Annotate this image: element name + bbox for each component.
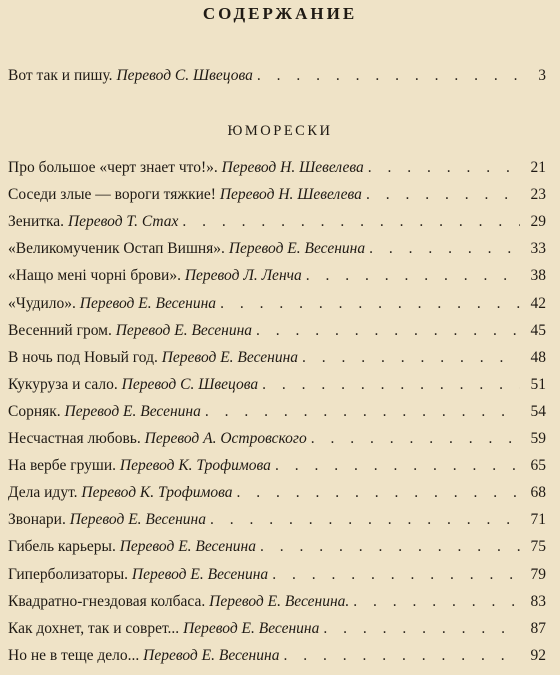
dot-leader	[257, 65, 520, 87]
dot-leader	[368, 157, 520, 179]
toc-entry	[8, 211, 546, 233]
page-number: 83	[530, 593, 546, 610]
toc-entry	[8, 536, 546, 558]
dot-leader	[311, 428, 520, 450]
entry-translator: Перевод Е. Весенина.	[209, 593, 350, 610]
entry-translator: Перевод Е. Весенина	[143, 647, 280, 664]
entry-translator: Перевод Н. Шевелева	[219, 186, 362, 203]
entry-title: Как дохнет, так и соврет...	[8, 620, 180, 637]
page-number: 29	[530, 213, 546, 230]
entry-title: Вот так и пишу.	[8, 67, 113, 84]
entry-title: В ночь под Новый год.	[8, 349, 158, 366]
toc-title: СОДЕРЖАНИЕ	[202, 4, 358, 23]
dot-leader	[302, 347, 520, 369]
entry-translator: Перевод Е. Весенина	[161, 349, 299, 366]
entry-title: Но не в теще дело...	[8, 647, 140, 664]
page-number: 3	[538, 67, 546, 84]
entry-translator: Перевод С. Швецова	[121, 376, 259, 393]
dot-leader	[306, 265, 520, 287]
entry-translator: Перевод С. Швецова	[116, 67, 253, 84]
page-number: 42	[530, 295, 546, 312]
toc-entry	[8, 238, 546, 260]
entry-translator: Перевод Е. Весенина	[69, 511, 206, 528]
toc-entry	[8, 347, 546, 369]
entry-translator: Перевод Л. Ленча	[184, 267, 302, 284]
toc-entry	[8, 645, 546, 667]
page-number: 38	[530, 267, 546, 284]
page-number: 23	[530, 186, 546, 203]
page-number: 68	[530, 484, 546, 501]
toc-entry-intro	[8, 65, 546, 87]
dot-leader	[369, 238, 520, 260]
entry-title: «Чудило».	[8, 295, 76, 312]
toc-entry	[8, 320, 546, 342]
entry-translator: Перевод Е. Весенина	[115, 322, 253, 339]
page-number: 54	[530, 403, 546, 420]
page-number: 51	[530, 376, 546, 393]
page-number: 71	[530, 511, 546, 528]
page-number: 33	[530, 240, 546, 257]
entry-translator: Перевод Е. Весенина	[228, 240, 366, 257]
dot-leader	[205, 401, 520, 423]
page-number: 48	[530, 349, 546, 366]
toc-entry	[8, 455, 546, 477]
page-number: 65	[530, 457, 546, 474]
entry-translator: Перевод А. Островского	[144, 430, 307, 447]
page-number: 87	[530, 620, 546, 637]
entry-title: Сорняк.	[8, 403, 61, 420]
entry-translator: Перевод Е. Весенина	[119, 538, 256, 555]
dot-leader	[210, 509, 520, 531]
dot-leader	[275, 455, 520, 477]
entry-title: Гибель карьеры.	[8, 538, 116, 555]
entry-translator: Перевод Н. Шевелева	[221, 159, 364, 176]
dot-leader	[256, 320, 520, 342]
page-number: 21	[530, 159, 546, 176]
entry-translator: Перевод Е. Весенина	[183, 620, 320, 637]
section-heading: ЮМОРЕСКИ	[227, 123, 333, 139]
entry-title: Несчастная любовь.	[8, 430, 141, 447]
toc-entry	[8, 401, 546, 423]
dot-leader	[236, 482, 520, 504]
entry-title: Про большое «черт знает что!».	[8, 159, 218, 176]
entry-title: Звонари.	[8, 511, 66, 528]
page-number: 75	[530, 538, 546, 555]
toc-entry	[8, 591, 546, 613]
entry-title: Соседи злые — вороги тяжкие!	[8, 186, 216, 203]
toc-entry	[8, 509, 546, 531]
toc-entry	[8, 482, 546, 504]
entry-title: Зенитка.	[8, 213, 65, 230]
entry-title: Гиперболизаторы.	[8, 566, 129, 583]
dot-leader	[220, 293, 520, 315]
toc-entry	[8, 428, 546, 450]
entry-translator: Перевод Е. Весенина	[131, 566, 269, 583]
page-number: 79	[530, 566, 546, 583]
dot-leader	[323, 618, 520, 640]
toc-entry	[8, 618, 546, 640]
dot-leader	[283, 645, 520, 667]
dot-leader	[272, 564, 520, 586]
dot-leader	[182, 211, 520, 233]
toc-entry	[8, 184, 546, 206]
entry-title: Кукуруза и сало.	[8, 376, 118, 393]
entry-translator: Перевод К. Трофимова	[119, 457, 271, 474]
page-number: 59	[530, 430, 546, 447]
toc-entry	[8, 374, 546, 396]
entry-title: Весенний гром.	[8, 322, 112, 339]
entry-translator: Перевод Е. Весенина	[79, 295, 217, 312]
toc-entry	[8, 564, 546, 586]
dot-leader	[353, 591, 520, 613]
dot-leader	[262, 374, 520, 396]
toc-entry	[8, 265, 546, 287]
toc-entry	[8, 293, 546, 315]
page-number: 92	[530, 647, 546, 664]
entry-translator: Перевод Е. Весенина	[64, 403, 201, 420]
toc-entry	[8, 157, 546, 179]
dot-leader	[366, 184, 520, 206]
page-number: 45	[530, 322, 546, 339]
entry-title: На вербе груши.	[8, 457, 117, 474]
entry-title: «Нащо мені чорні брови».	[8, 267, 181, 284]
entry-translator: Перевод К. Трофимова	[81, 484, 233, 501]
entry-title: «Великомученик Остап Вишня».	[8, 240, 225, 257]
entry-title: Дела идут.	[8, 484, 78, 501]
entry-title: Квадратно-гнездовая колбаса.	[8, 593, 206, 610]
dot-leader	[260, 536, 520, 558]
entry-translator: Перевод Т. Стах	[67, 213, 179, 230]
